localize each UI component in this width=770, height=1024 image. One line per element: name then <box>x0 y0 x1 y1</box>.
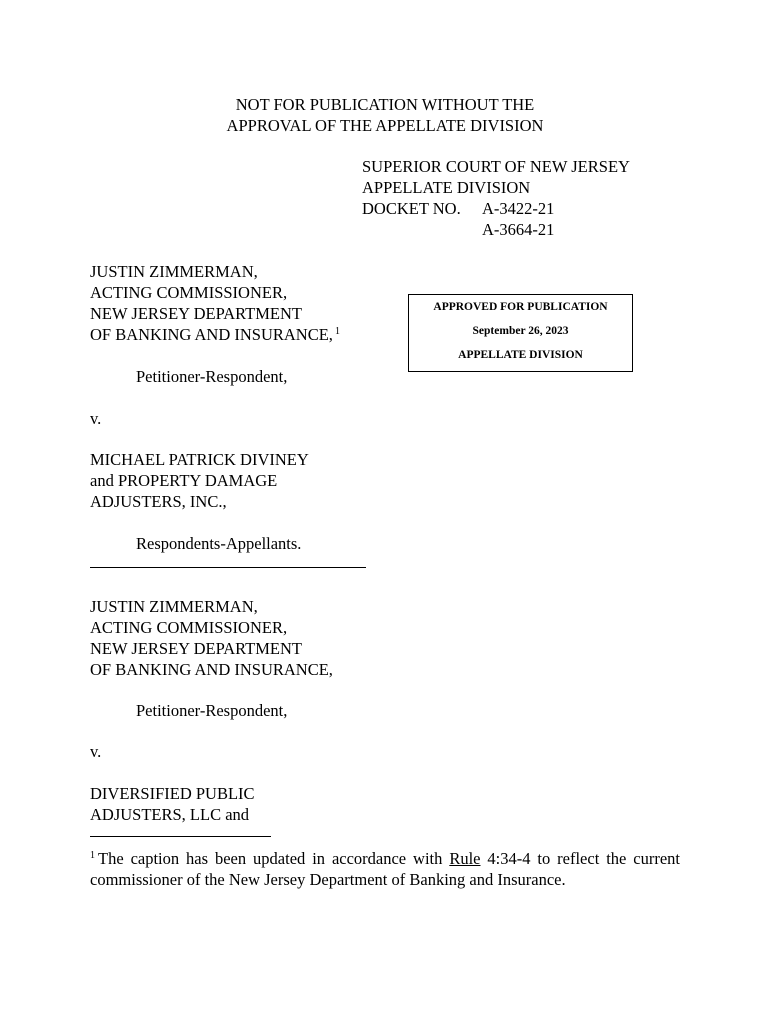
caption-line: NEW JERSEY DEPARTMENT <box>90 639 302 658</box>
caption-line: ACTING COMMISSIONER, <box>90 283 288 302</box>
versus: v. <box>90 409 102 428</box>
footnote-rule <box>90 836 271 837</box>
party-role-second: Petitioner-Respondent, <box>136 701 288 720</box>
footnote-rule-citation: Rule <box>449 849 481 868</box>
respondents-role: Respondents-Appellants. <box>136 534 302 553</box>
footnote-text-after: 4:34-4 to reflect the current commissioner of the New Jersey Department of Banking and Insurance. <box>90 849 681 889</box>
caption-line: JUSTIN ZIMMERMAN, <box>90 262 258 281</box>
approval-title: APPROVED FOR PUBLICATION <box>433 301 608 313</box>
caption-second-party <box>90 596 333 680</box>
respondent-line: ADJUSTERS, INC., <box>90 492 227 511</box>
court-info <box>362 156 630 240</box>
court-name: SUPERIOR COURT OF NEW JERSEY <box>362 157 630 176</box>
respondents-second <box>90 783 255 825</box>
respondent-line: and PROPERTY DAMAGE <box>90 471 278 490</box>
publication-notice-line-2: APPROVAL OF THE APPELLATE DIVISION <box>226 116 544 135</box>
publication-notice-line-1: NOT FOR PUBLICATION WITHOUT THE <box>235 95 535 114</box>
respondent-line: DIVERSIFIED PUBLIC <box>90 784 255 803</box>
court-division: APPELLATE DIVISION <box>362 178 531 197</box>
caption-line: OF BANKING AND INSURANCE, <box>90 325 333 344</box>
footnote-marker[interactable]: 1 <box>334 325 340 337</box>
approval-date: September 26, 2023 <box>472 325 569 337</box>
docket-row <box>362 198 630 219</box>
approval-stamp <box>408 294 633 372</box>
respondents-first <box>90 449 309 512</box>
caption-line: NEW JERSEY DEPARTMENT <box>90 304 302 323</box>
publication-notice <box>0 94 770 136</box>
respondent-line: MICHAEL PATRICK DIVINEY <box>90 450 309 469</box>
caption-line: ACTING COMMISSIONER, <box>90 618 288 637</box>
docket-number-1: A-3422-21 <box>482 199 555 218</box>
caption-line-with-footnote <box>90 324 340 345</box>
respondent-line: ADJUSTERS, LLC and <box>90 805 250 824</box>
footnote-text-before: The caption has been updated in accordance with <box>98 849 450 868</box>
footnote-number: 1 <box>90 849 95 861</box>
versus-second: v. <box>90 742 102 761</box>
footnote <box>90 848 680 890</box>
approval-division: APPELLATE DIVISION <box>458 349 583 361</box>
party-role: Petitioner-Respondent, <box>136 367 288 386</box>
caption-first-party <box>90 261 340 345</box>
caption-line: OF BANKING AND INSURANCE, <box>90 660 333 679</box>
docket-label: DOCKET NO. <box>362 199 461 218</box>
docket-number-2: A-3664-21 <box>482 220 555 239</box>
caption-separator <box>90 567 366 568</box>
caption-line: JUSTIN ZIMMERMAN, <box>90 597 258 616</box>
